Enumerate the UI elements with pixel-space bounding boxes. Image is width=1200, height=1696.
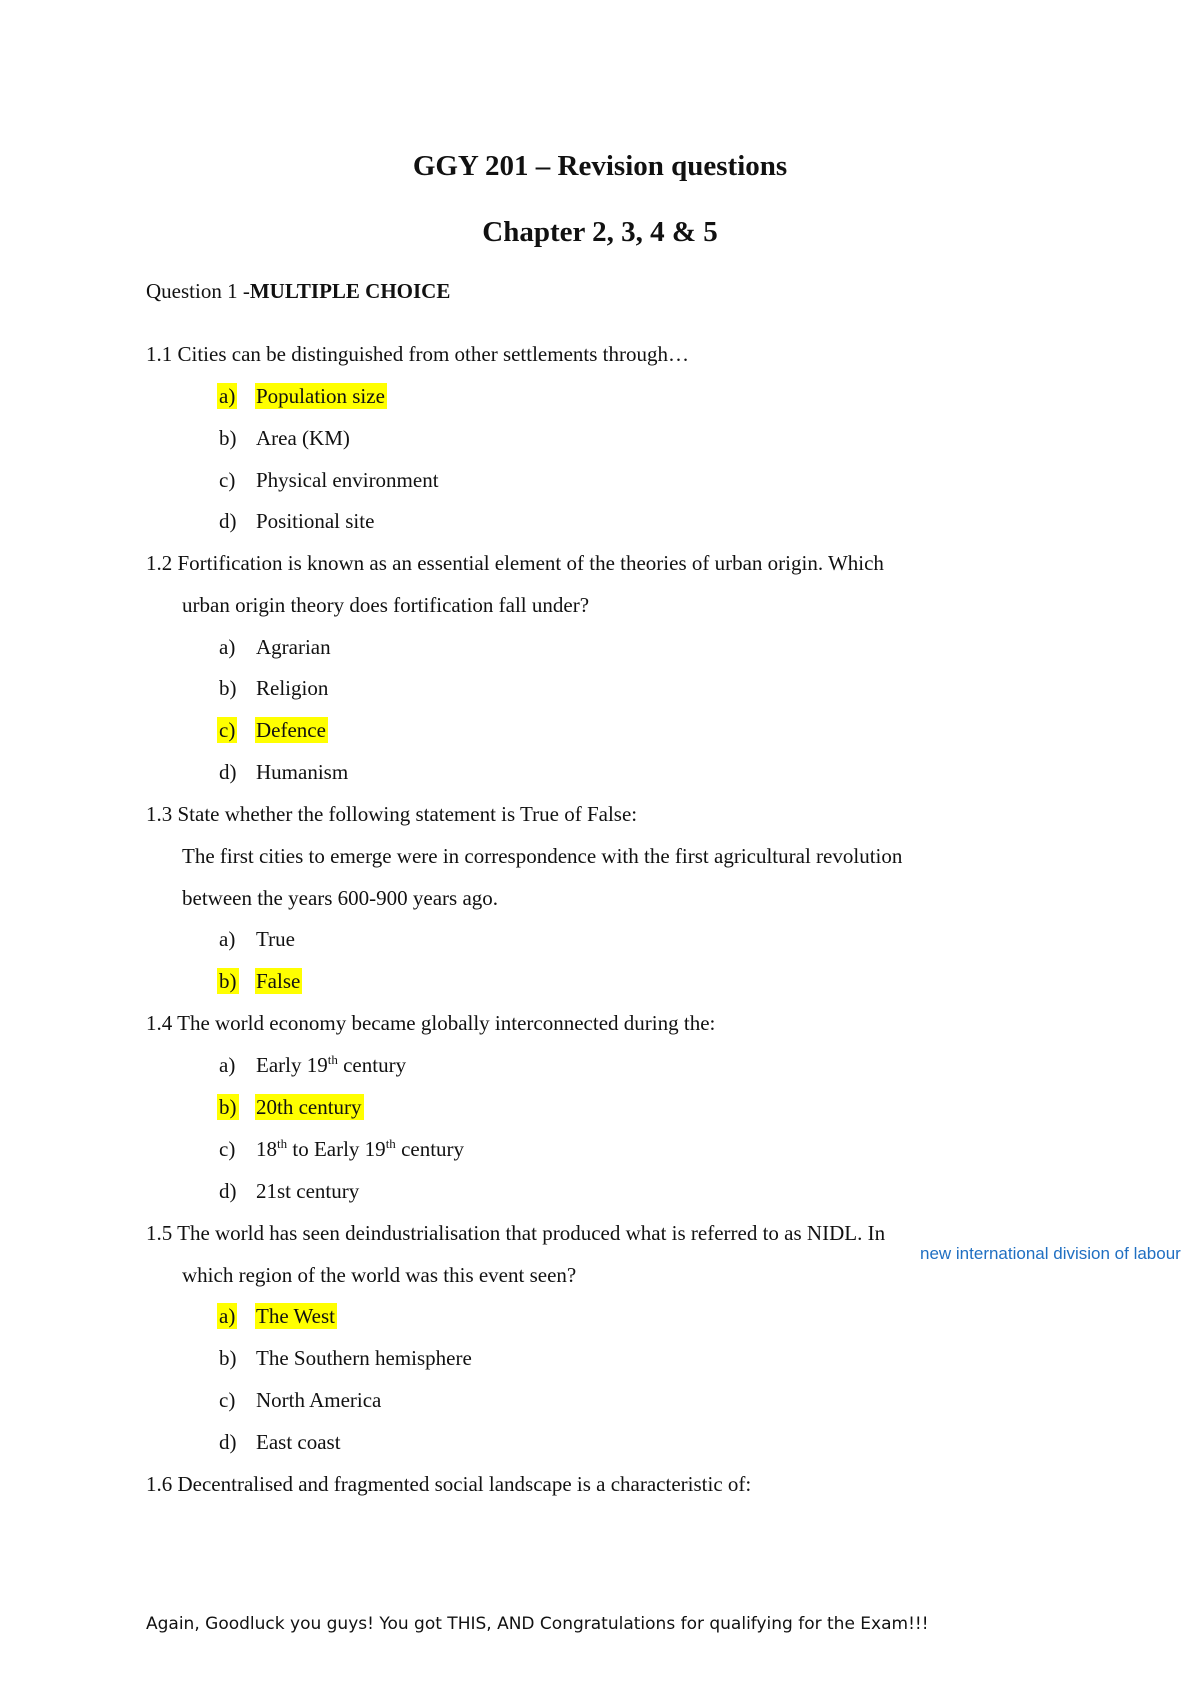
option-letter: a) bbox=[219, 1304, 236, 1328]
question-1-2-line-1: 1.2 Fortification is known as an essential element of the theories of urban origin. Which bbox=[146, 551, 884, 575]
option-text: Population size bbox=[256, 384, 385, 408]
document-title: GGY 201 – Revision questions bbox=[412, 150, 788, 182]
option-letter: d) bbox=[219, 509, 237, 533]
section-prefix: Question 1 - bbox=[146, 279, 250, 303]
page-footer: Again, Goodluck you guys! You got THIS, AND Congratulations for qualifying for the Exam!!! bbox=[146, 1614, 929, 1634]
option-letter: b) bbox=[219, 676, 237, 700]
question-1-2-line-2: urban origin theory does fortification fall under? bbox=[182, 593, 590, 617]
option-text: Area (KM) bbox=[256, 426, 350, 450]
option-letter: b) bbox=[219, 426, 237, 450]
option-text: True bbox=[256, 927, 295, 951]
nidl-annotation: new international division of labour bbox=[920, 1244, 1181, 1263]
option-text: North America bbox=[256, 1388, 382, 1412]
section-heading bbox=[146, 278, 450, 304]
question-1-3-line-1: 1.3 State whether the following statement is True of False: bbox=[146, 802, 638, 826]
question-1-5-line-1: 1.5 The world has seen deindustrialisation that produced what is referred to as NIDL. In bbox=[146, 1221, 886, 1245]
option-letter: b) bbox=[219, 1095, 237, 1119]
option-letter: a) bbox=[219, 635, 236, 659]
option-letter: a) bbox=[219, 1053, 236, 1077]
option-text: Defence bbox=[256, 718, 326, 742]
option-letter: c) bbox=[219, 468, 236, 492]
question-1-3-line-2: The first cities to emerge were in correspondence with the first agricultural revolution bbox=[182, 844, 903, 868]
question-1-3-line-3: between the years 600-900 years ago. bbox=[182, 886, 499, 910]
option-text: Early 19th century bbox=[256, 1052, 407, 1077]
option-text: Physical environment bbox=[256, 468, 439, 492]
option-letter: d) bbox=[219, 1430, 237, 1454]
section-label: MULTIPLE CHOICE bbox=[249, 279, 451, 303]
option-letter: c) bbox=[219, 1137, 236, 1161]
option-text: The Southern hemisphere bbox=[256, 1346, 472, 1370]
option-letter: b) bbox=[219, 969, 237, 993]
option-letter: c) bbox=[219, 1388, 236, 1412]
option-text: 21st century bbox=[256, 1179, 360, 1203]
option-text: Agrarian bbox=[256, 635, 331, 659]
question-1-5-line-2: which region of the world was this event seen? bbox=[182, 1263, 577, 1287]
option-text: Positional site bbox=[256, 509, 375, 533]
document-subtitle: Chapter 2, 3, 4 & 5 bbox=[482, 216, 718, 248]
option-letter: c) bbox=[219, 718, 236, 742]
option-letter: d) bbox=[219, 1179, 237, 1203]
option-text: The West bbox=[256, 1304, 335, 1328]
option-letter: a) bbox=[219, 384, 236, 408]
option-text: 18th to Early 19th century bbox=[256, 1136, 465, 1161]
question-1-1: 1.1 Cities can be distinguished from other settlements through… bbox=[146, 342, 689, 366]
option-letter: a) bbox=[219, 927, 236, 951]
option-text: East coast bbox=[256, 1430, 341, 1454]
option-letter: b) bbox=[219, 1346, 237, 1370]
option-letter: d) bbox=[219, 760, 237, 784]
option-text: 20th century bbox=[256, 1095, 362, 1119]
question-1-6: 1.6 Decentralised and fragmented social landscape is a characteristic of: bbox=[146, 1472, 752, 1496]
option-text: Religion bbox=[256, 676, 329, 700]
question-1-4: 1.4 The world economy became globally interconnected during the: bbox=[146, 1011, 716, 1035]
option-text: Humanism bbox=[256, 760, 349, 784]
option-text: False bbox=[256, 969, 301, 993]
